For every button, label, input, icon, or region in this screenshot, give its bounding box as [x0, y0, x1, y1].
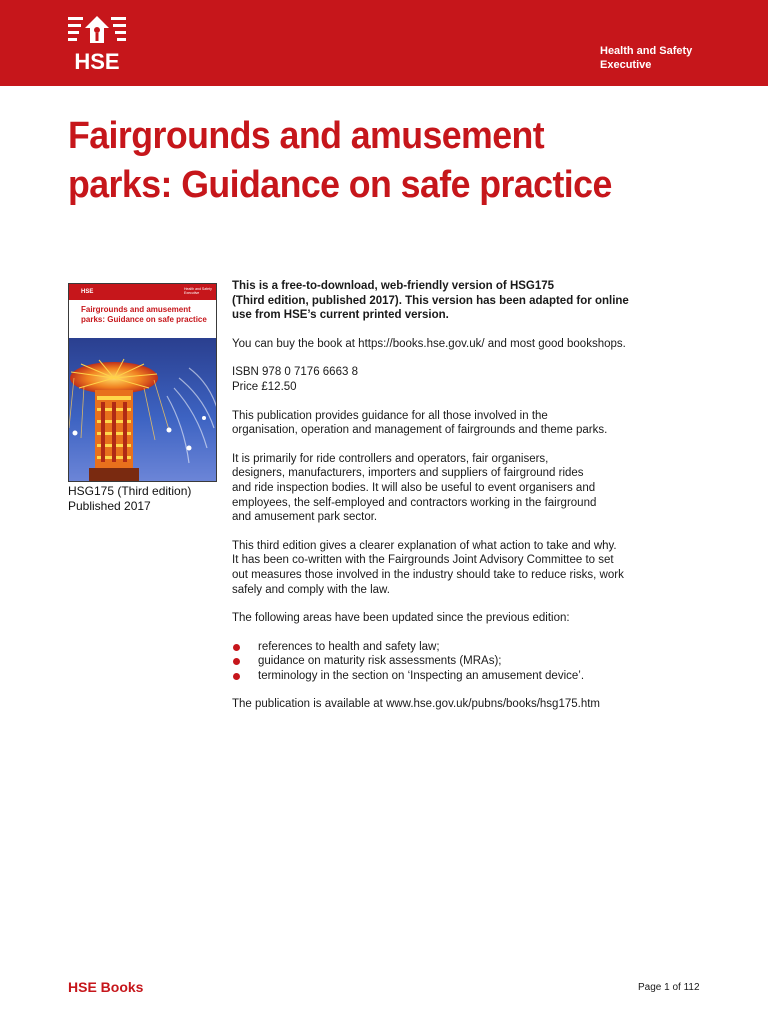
bullet-icon [233, 673, 240, 680]
cover-org: Health and Safety Executive [184, 287, 212, 295]
edition-caption: HSG175 (Third edition) Published 2017 [68, 484, 192, 513]
swing-ride-photo [69, 338, 217, 482]
book-cover-thumbnail [68, 283, 217, 482]
buy-paragraph: You can buy the book at https://books.hse.gov.uk/ and most good bookshops. [232, 337, 626, 350]
scope-paragraph: This publication provides guidance for all those involved in the organisation, operation and management of fairgrounds and theme parks. [232, 409, 608, 437]
cover-title: Fairgrounds and amusement parks: Guidance on safe practice [81, 305, 207, 324]
page-number: Page 1 of 112 [638, 982, 700, 993]
cover-logo: HSE [81, 289, 94, 295]
bullet-icon [233, 658, 240, 665]
audience-paragraph: It is primarily for ride controllers and operators, fair organisers, designers, manufacturers, importers and suppliers of fairground rides and ride inspection bodies. It will also be useful to event organisers and employees, the self-employed and contractors working in the fairground and amusement park sector. [232, 452, 597, 524]
svg-text:HSE: HSE [74, 49, 120, 72]
cover-header [69, 284, 217, 300]
main-content [232, 279, 702, 712]
updates-list [232, 640, 702, 684]
footer-brand: HSE Books [68, 979, 144, 995]
list-item: references to health and safety law; [232, 640, 702, 655]
intro-paragraph: This is a free-to-download, web-friendly version of HSG175 (Third edition, published 2017). This version has been adapted for online use from HSE’s current printed version. [232, 280, 629, 322]
list-item: terminology in the section on ‘Inspecting an amusement device’. [232, 669, 702, 684]
hse-logo [68, 14, 126, 72]
availability-paragraph: The publication is available at www.hse.gov.uk/pubns/books/hsg175.htm [232, 698, 601, 711]
list-item: guidance on maturity risk assessments (MRAs); [232, 654, 702, 669]
header-bar [0, 0, 768, 86]
organisation-name: Health and Safety Executive [600, 45, 693, 71]
page-title: Fairgrounds and amusement parks: Guidance on safe practice [68, 115, 612, 206]
edition-paragraph: This third edition gives a clearer explanation of what action to take and why. It has been co-written with the Fairgrounds Joint Advisory Committee to set out measures those involved in the industry should take to reduce risks, work safely and comply with the law. [232, 539, 624, 596]
bullet-icon [233, 644, 240, 651]
isbn-price: ISBN 978 0 7176 6663 8 Price £12.50 [232, 366, 358, 393]
updates-intro: The following areas have been updated since the previous edition: [232, 612, 570, 625]
